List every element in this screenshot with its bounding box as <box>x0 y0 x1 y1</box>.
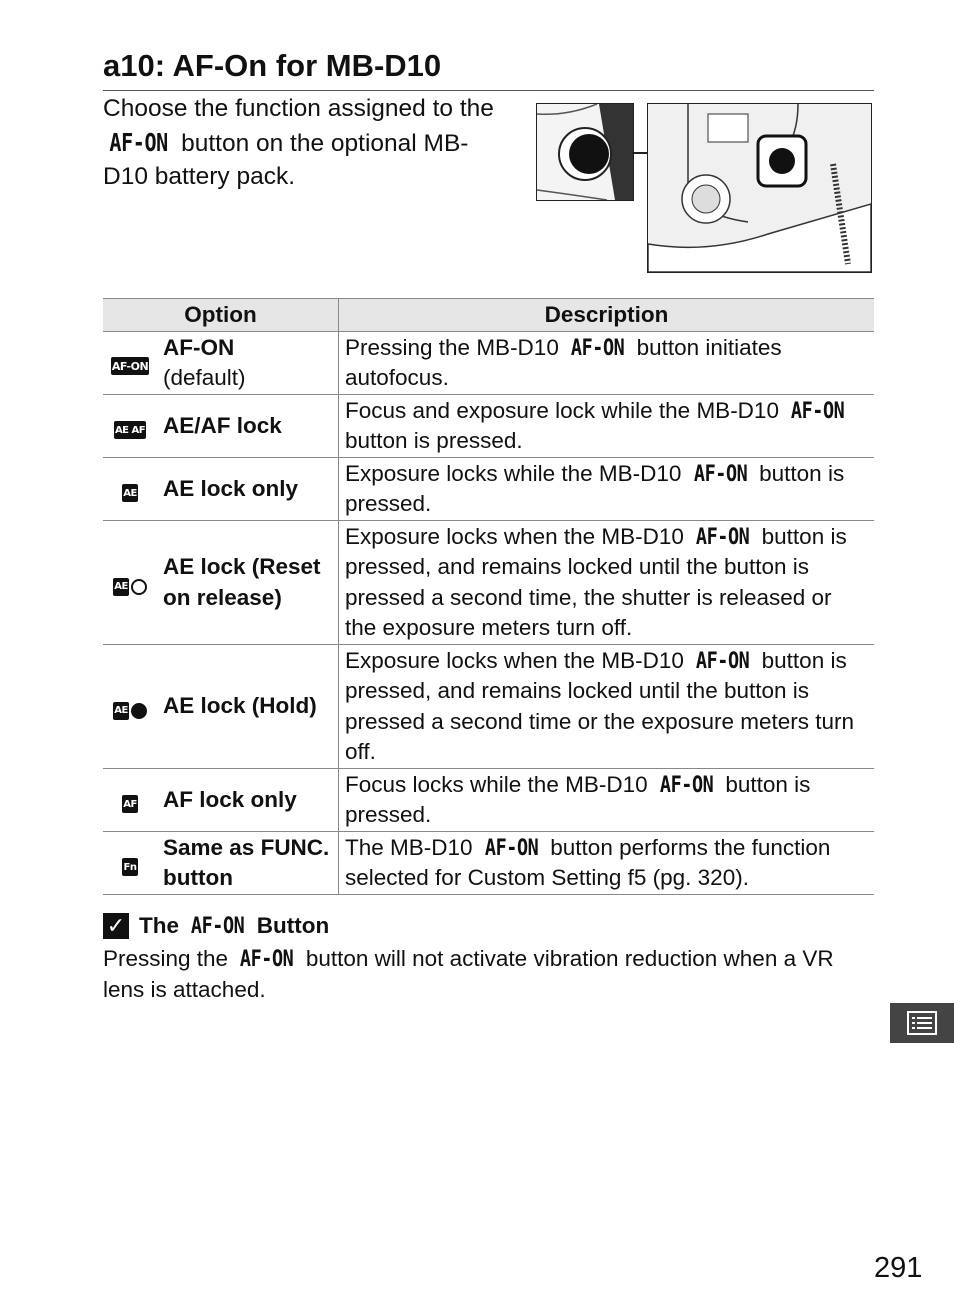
ae-af-lock-icon: AE AF <box>114 421 146 439</box>
option-description <box>339 769 875 832</box>
desc-text: button is pressed. <box>345 460 845 516</box>
option-label: AE lock only <box>163 475 299 501</box>
option-label: AF lock only <box>163 786 297 812</box>
af-on-glyph: AF-ON <box>696 523 750 550</box>
af-on-button-closeup <box>536 103 634 201</box>
option-label: AE/AF lock <box>163 412 282 438</box>
table-row <box>103 395 874 458</box>
title-rule <box>103 90 874 91</box>
desc-text: button is pressed, and remains locked until the button is pressed a second time, the shutter is released or the exposure meters turn off. <box>345 523 847 640</box>
af-on-glyph: AF-ON <box>191 913 245 939</box>
options-table <box>103 298 874 895</box>
option-description <box>339 832 875 895</box>
af-on-glyph: AF-ON <box>109 127 168 157</box>
table-row <box>103 458 874 521</box>
option-description <box>339 395 875 458</box>
af-lock-icon: AF <box>122 795 138 813</box>
intro-part2: button on the optional MB-D10 battery pack. <box>103 129 469 190</box>
note-title <box>139 913 329 939</box>
option-default-note: (default) <box>163 365 246 390</box>
desc-text: Focus and exposure lock while the MB-D10 <box>345 397 786 423</box>
fn-icon: Fn <box>122 858 138 876</box>
desc-text: button is pressed, and remains locked until the button is pressed a second time or the exposure meters turn off. <box>345 647 855 764</box>
option-description <box>339 332 875 395</box>
table-row <box>103 832 874 895</box>
af-on-mode-icon: AF-ON <box>111 357 149 375</box>
page-number: 291 <box>874 1252 923 1284</box>
af-on-glyph: AF-ON <box>659 771 714 798</box>
table-row <box>103 769 874 832</box>
desc-text: button is pressed. <box>345 428 523 453</box>
option-description <box>339 458 875 521</box>
ae-lock-reset-icon <box>113 578 147 596</box>
table-row <box>103 332 874 395</box>
note-title-text: The <box>139 913 186 938</box>
table-header-row <box>103 299 874 332</box>
af-on-glyph: AF-ON <box>693 460 748 487</box>
reset-icon <box>131 579 147 595</box>
option-column-header: Option <box>103 299 339 332</box>
ae-lock-hold-icon <box>113 702 147 720</box>
note-box <box>103 912 874 1005</box>
note-text: Pressing the <box>103 946 235 971</box>
desc-text: Exposure locks while the MB-D10 <box>345 460 688 486</box>
ae-lock-icon: AE <box>122 484 138 502</box>
desc-text: Focus locks while the MB-D10 <box>345 771 654 797</box>
option-label: AF-ON <box>163 334 235 360</box>
ae-lock-icon: AE <box>113 578 129 596</box>
desc-text: button initiates autofocus. <box>345 334 782 390</box>
af-on-glyph: AF-ON <box>791 397 845 424</box>
intro-text <box>103 92 503 194</box>
battery-pack-illustration <box>647 103 872 273</box>
description-column-header: Description <box>339 299 875 332</box>
note-title-text: Button <box>250 913 330 938</box>
af-on-glyph: AF-ON <box>240 946 294 972</box>
option-label: Same as FUNC. button <box>163 834 330 890</box>
desc-text: The MB-D10 <box>345 834 479 860</box>
desc-text: button is pressed. <box>345 771 811 827</box>
check-icon: ✓ <box>103 913 129 939</box>
desc-text: Exposure locks when the MB-D10 <box>345 523 691 549</box>
note-body <box>103 944 874 1005</box>
table-row <box>103 645 874 769</box>
af-on-glyph: AF-ON <box>696 647 750 674</box>
note-text: button will not activate vibration reduction when a VR lens is attached. <box>103 946 834 1002</box>
page-title: a10: AF-On for MB-D10 <box>103 48 442 83</box>
menu-list-icon[interactable] <box>890 1003 954 1043</box>
desc-text: Pressing the MB-D10 <box>345 334 566 360</box>
intro-part1: Choose the function assigned to the <box>103 95 494 122</box>
desc-text: Exposure locks when the MB-D10 <box>345 647 691 673</box>
af-on-glyph: AF-ON <box>570 334 625 361</box>
af-on-glyph: AF-ON <box>484 834 539 861</box>
option-description <box>339 521 875 645</box>
option-description <box>339 645 875 769</box>
ae-lock-icon: AE <box>113 702 129 720</box>
hold-icon <box>131 703 147 719</box>
table-row <box>103 521 874 645</box>
note-heading <box>103 912 874 940</box>
desc-text: button performs the function selected for Custom Setting f5 (pg. 320). <box>345 834 831 890</box>
option-label: AE lock (Hold) <box>163 693 317 719</box>
option-label: AE lock (Reset on release) <box>163 554 321 610</box>
